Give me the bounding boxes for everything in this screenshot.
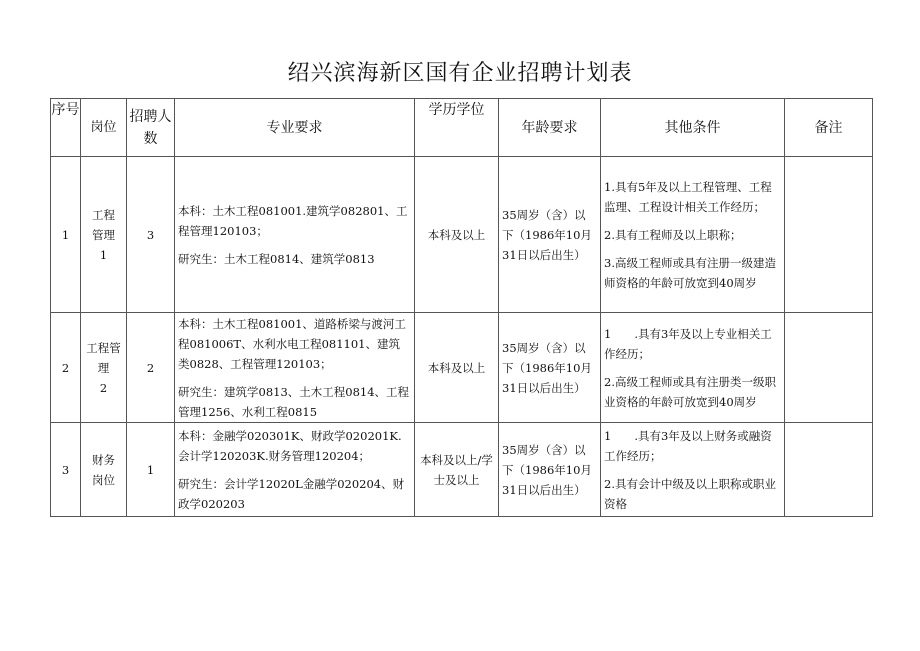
other-condition: 1 .具有3年及以上财务或融资工作经历； [604, 428, 772, 463]
position-name-line: 1 [99, 247, 108, 262]
position-name-line: 工程管 [86, 340, 121, 355]
major-requirement: 研究生：建筑学0813、土木工程0814、工程管理1256、水利工程0815 [178, 384, 410, 419]
other-condition: 1.具有5年及以上工程管理、工程监理、工程设计相关工作经历； [604, 179, 772, 214]
education-requirement: 本科及以上 [427, 227, 486, 242]
header-note: 备注 [785, 99, 873, 157]
row-number: 1 [61, 227, 70, 242]
cell-no [51, 157, 81, 313]
cell-age [499, 313, 601, 423]
spacer [604, 245, 781, 253]
table-row [51, 157, 873, 313]
table-row [51, 313, 873, 423]
cell-note [785, 313, 873, 423]
header-other: 其他条件 [601, 99, 785, 157]
header-count: 招聘人数 [127, 99, 175, 157]
cell-major [175, 423, 415, 517]
spacer [178, 466, 411, 474]
cell-count [127, 423, 175, 517]
position-name-line: 财务 [92, 452, 115, 467]
cell-position [81, 313, 127, 423]
headcount: 3 [146, 227, 155, 242]
other-condition: 2.具有会计中级及以上职称或职业资格 [604, 476, 776, 511]
age-requirement: 35周岁（含）以下（1986年10月31日以后出生） [502, 442, 592, 497]
position-name-line: 岗位 [92, 472, 115, 487]
cell-position [81, 157, 127, 313]
headcount: 1 [146, 462, 155, 477]
cell-other [601, 157, 785, 313]
table-header-row [51, 99, 873, 157]
cell-note [785, 423, 873, 517]
cell-education [415, 313, 499, 423]
other-condition: 1 .具有3年及以上专业相关工作经历； [604, 326, 772, 361]
header-age: 年龄要求 [499, 99, 601, 157]
education-requirement: 本科及以上 [427, 360, 486, 375]
cell-other [601, 313, 785, 423]
position-name-line: 管理 [92, 227, 115, 242]
cell-other [601, 423, 785, 517]
table-row [51, 423, 873, 517]
other-condition: 3.高级工程师或具有注册一级建造师资格的年龄可放宽到40周岁 [604, 255, 776, 290]
cell-age [499, 423, 601, 517]
major-requirement: 本科：金融学020301K、财政学020201K.会计学120203K.财务管理120204； [178, 428, 402, 463]
table-body [51, 157, 873, 517]
position-name-line: 理 [97, 360, 110, 375]
education-requirement: 本科及以上/学士及以上 [420, 452, 493, 487]
major-requirement: 本科：土木工程081001、道路桥梁与渡河工程081006T、水利水电工程081101、建筑类0828、工程管理120103； [178, 316, 406, 371]
other-condition: 2.具有工程师及以上职称； [604, 227, 742, 242]
position-name-line: 2 [99, 380, 108, 395]
cell-no [51, 423, 81, 517]
age-requirement: 35周岁（含）以下（1986年10月31日以后出生） [502, 340, 592, 395]
header-major: 专业要求 [175, 99, 415, 157]
major-requirement: 本科：土木工程081001.建筑学082801、工程管理120103； [178, 203, 408, 238]
cell-major [175, 313, 415, 423]
spacer [178, 374, 411, 382]
page-title: 绍兴滨海新区国有企业招聘计划表 [287, 61, 633, 86]
cell-education [415, 423, 499, 517]
row-number: 2 [61, 360, 70, 375]
major-requirement: 研究生：会计学12020L金融学020204、财政学020203 [178, 476, 405, 511]
age-requirement: 35周岁（含）以下（1986年10月31日以后出生） [502, 207, 592, 262]
header-education: 学历学位 [415, 99, 499, 157]
cell-no [51, 313, 81, 423]
spacer [604, 466, 781, 474]
cell-note [785, 157, 873, 313]
position-name-line: 工程 [92, 207, 115, 222]
other-condition: 2.高级工程师或具有注册类一级职业资格的年龄可放宽到40周岁 [604, 374, 776, 409]
spacer [604, 217, 781, 225]
spacer [178, 241, 411, 249]
cell-major [175, 157, 415, 313]
cell-count [127, 313, 175, 423]
row-number: 3 [61, 462, 70, 477]
header-position: 岗位 [81, 99, 127, 157]
cell-position [81, 423, 127, 517]
headcount: 2 [146, 360, 155, 375]
recruitment-plan-table [50, 98, 873, 517]
header-no: 序号 [51, 99, 81, 157]
cell-age [499, 157, 601, 313]
major-requirement: 研究生：土木工程0814、建筑学0813 [178, 251, 375, 266]
spacer [604, 364, 781, 372]
cell-count [127, 157, 175, 313]
cell-education [415, 157, 499, 313]
